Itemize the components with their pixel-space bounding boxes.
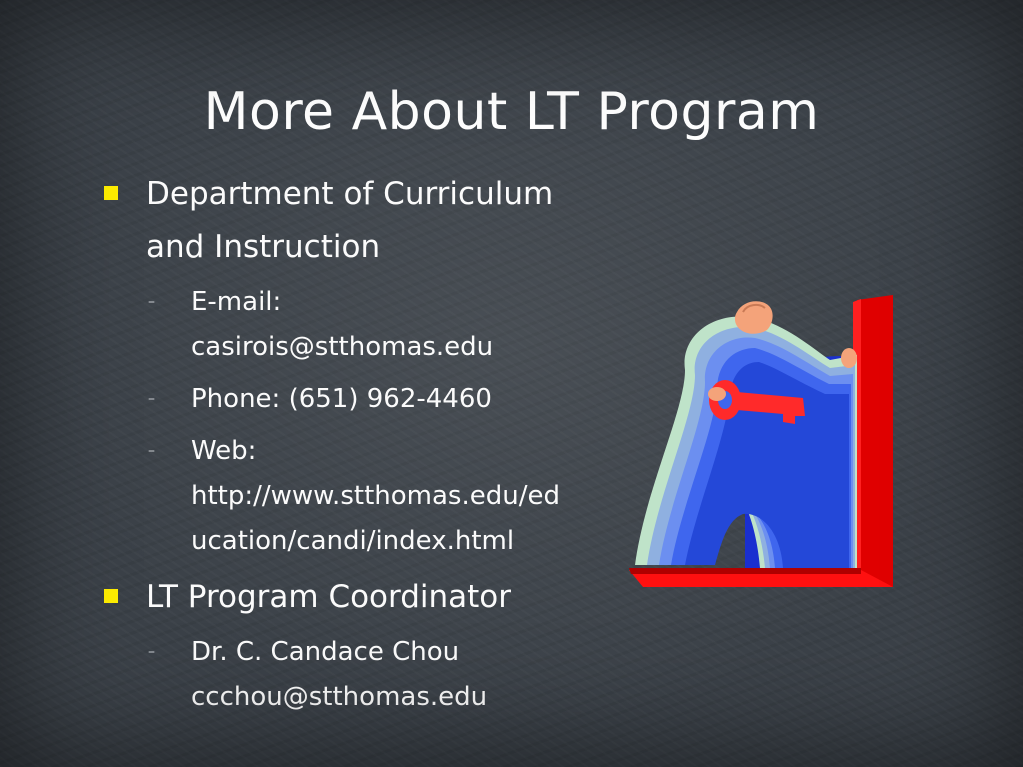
slide-title: More About LT Program bbox=[203, 82, 820, 142]
coordinator-heading: LT Program Coordinator bbox=[146, 579, 512, 615]
coordinator-email: ccchou@stthomas.edu bbox=[191, 682, 488, 712]
bullet-coordinator bbox=[104, 571, 624, 624]
web-url-line-2: ucation/candi/index.html bbox=[191, 526, 515, 556]
phone-number: Phone: (651) 962-4460 bbox=[191, 384, 492, 414]
web-label: Web: bbox=[191, 436, 257, 466]
subitem-email bbox=[104, 280, 624, 370]
subitem-phone bbox=[104, 377, 624, 422]
subitem-web bbox=[104, 429, 624, 564]
dash-bullet-icon: – bbox=[148, 644, 155, 660]
coordinator-name: Dr. C. Candace Chou bbox=[191, 637, 460, 667]
email-address: casirois@stthomas.edu bbox=[191, 332, 494, 362]
slide-body bbox=[104, 168, 624, 727]
square-bullet-icon bbox=[104, 186, 118, 200]
dash-bullet-icon: – bbox=[148, 294, 155, 310]
department-line-1: Department of Curriculum bbox=[146, 176, 554, 212]
email-label: E-mail: bbox=[191, 287, 282, 317]
person-with-key-entering-door-icon bbox=[625, 290, 895, 592]
bullet-department bbox=[104, 168, 624, 274]
web-url-line-1: http://www.stthomas.edu/ed bbox=[191, 481, 560, 511]
dash-bullet-icon: – bbox=[148, 443, 155, 459]
department-line-2: and Instruction bbox=[146, 229, 381, 265]
square-bullet-icon bbox=[104, 589, 118, 603]
subitem-coordinator-contact bbox=[104, 630, 624, 720]
dash-bullet-icon: – bbox=[148, 391, 155, 407]
